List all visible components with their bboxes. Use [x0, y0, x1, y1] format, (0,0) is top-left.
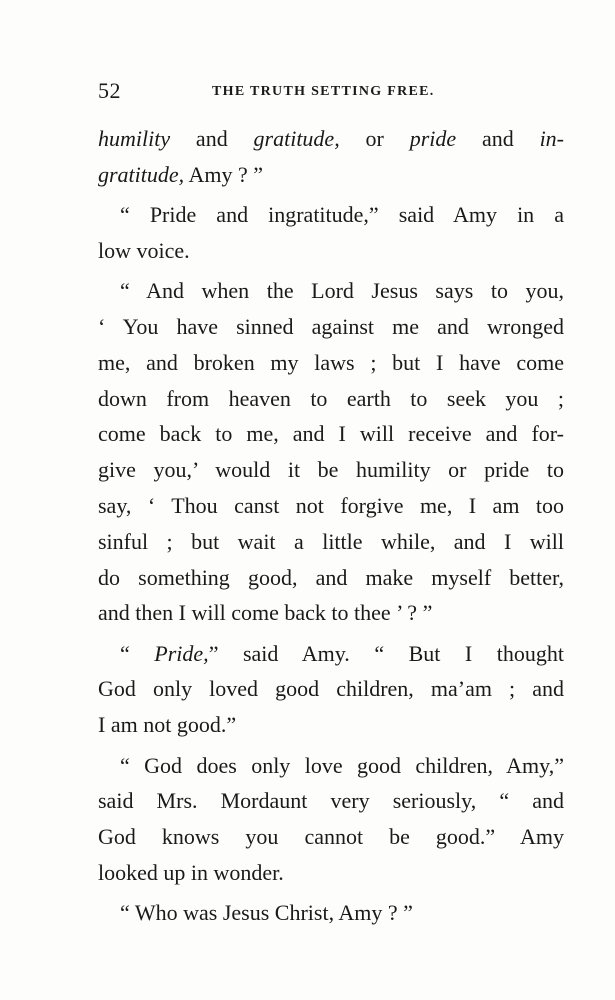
text-run: and [170, 126, 254, 151]
text-line: looked up in wonder. [98, 859, 284, 885]
text-line: low voice. [98, 237, 190, 263]
text-run: ” said Amy. “ But I thought [208, 640, 564, 666]
italic-word: gratitude, [253, 126, 340, 151]
italic-word: pride [409, 126, 457, 151]
running-head [98, 78, 564, 106]
text-line: God only loved good children, ma’am ; and [98, 676, 564, 702]
text-line: “ God does only love good children, Amy,” [120, 752, 564, 778]
text-line [98, 157, 564, 193]
text-line: I am not good.” [98, 712, 237, 738]
text-line: “ And when the Lord Jesus says to you, [120, 278, 564, 304]
text-line: me, and broken my laws ; but I have come [98, 349, 564, 375]
body-text [98, 121, 564, 931]
italic-word: Pride, [154, 640, 209, 666]
text-run: or [339, 126, 410, 151]
running-title: THE TRUTH SETTING FREE. [212, 84, 435, 99]
italic-word: gratitude, [98, 161, 185, 187]
italic-word: humility [98, 126, 171, 151]
text-run: and [456, 126, 540, 151]
text-line [98, 121, 564, 157]
text-line: “ Pride and ingratitude,” said Amy in a [120, 202, 564, 228]
page-number: 52 [98, 78, 121, 103]
text-line: give you,’ would it be humility or pride to [98, 457, 564, 483]
text-line: do something good, and make myself better, [98, 564, 564, 590]
text-line: come back to me, and I will receive and for- [98, 421, 564, 447]
text-line [98, 636, 564, 672]
text-line: “ Who was Jesus Christ, Amy ? ” [120, 900, 413, 926]
text-line: sinful ; but wait a little while, and I will [98, 528, 564, 554]
text-run: Amy ? ” [184, 161, 263, 187]
text-line: say, ‘ Thou canst not forgive me, I am too [98, 492, 564, 518]
text-line: God knows you cannot be good.” Amy [98, 824, 564, 850]
text-run: “ [120, 640, 155, 666]
text-line: down from heaven to earth to seek you ; [98, 385, 564, 411]
text-line: and then I will come back to thee ’ ? ” [98, 600, 433, 626]
italic-word: in- [539, 126, 565, 151]
text-line: said Mrs. Mordaunt very seriously, “ and [98, 788, 564, 814]
text-line: ‘ You have sinned against me and wronged [98, 313, 564, 339]
